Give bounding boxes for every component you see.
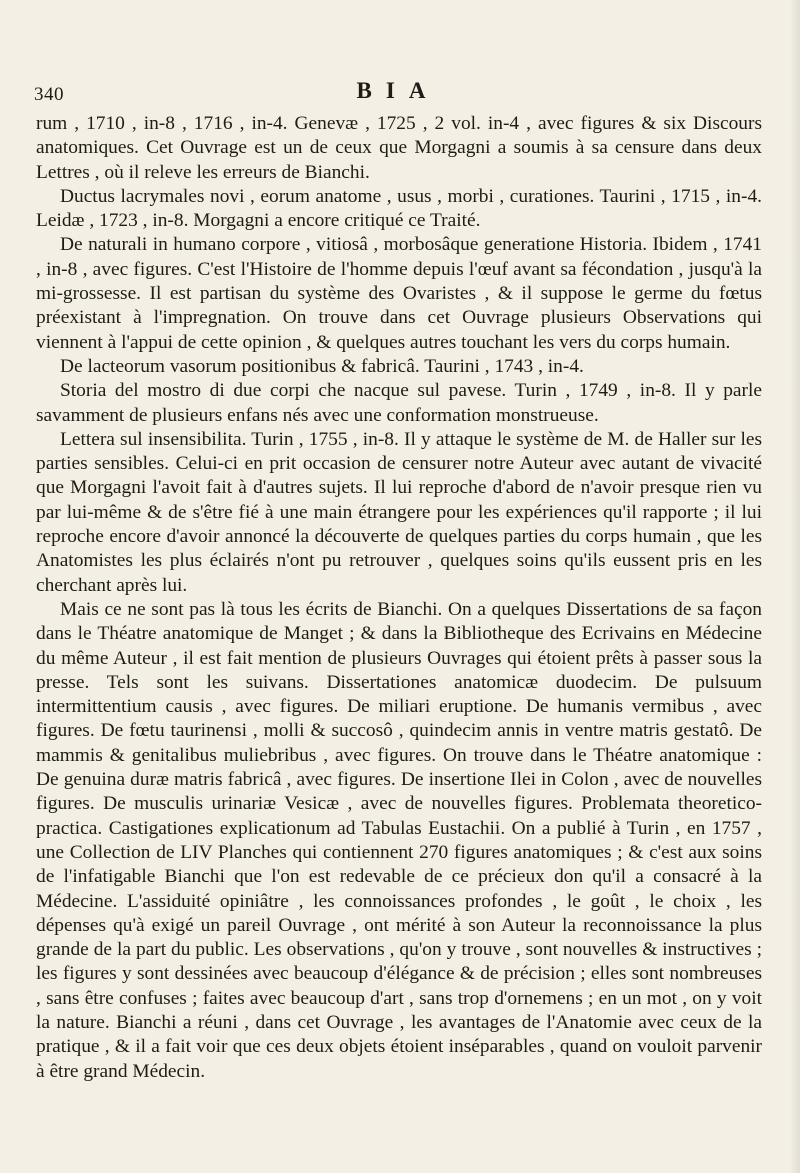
paragraph-6: Lettera sul insensibilita. Turin , 1755 , in-8. Il y attaque le système de M. de Haller sur les parties sensibles. Celui-ci en prit occasion de censurer notre Auteur avec autant de vivacité que Morgagni l'avoit fait à d'autres sujets. Il lui reproche d'abord de n'avoir presque rien vu par lui-même & de s'être fié à une main étrangere pour les expériences qu'il rapporte ; il lui reproche encore d'avoir annoncé la découverte de quelques parties du corps humain , que les Anatomistes les plus éclairés n'ont pu retrouver , quelques soins qu'ils eussent pris en les cherchant après lui. [36,428,762,596]
page-number: 340 [34,84,64,105]
paragraph-4: De lacteorum vasorum positionibus & fabricâ. Taurini , 1743 , in-4. [60,355,584,377]
page-edge-shade [790,0,800,1173]
paragraph-3: De naturali in humano corpore , vitiosâ , morbosâque generatione Historia. Ibidem , 1741 , in-8 , avec figures. C'est l'Histoire de l'homme depuis l'œuf avant sa fécondation , jusqu'à la mi-grossesse. Il est partisan du système des Ovaristes , & il suppose le germe du fœtus préexistant à l'impregnation. On trouve dans cet Ouvrage plusieurs Observations qui viennent à l'appui de cette opinion , & quelques autres touchant les vers du corps humain. [36,234,762,353]
paragraph-5: Storia del mostro di due corpi che nacque sul pavese. Turin , 1749 , in-8. Il y parle savamment de plusieurs enfans nés avec une conformation monstrueuse. [36,380,762,426]
running-head: BIA [356,78,440,103]
body-text [36,112,762,1084]
paragraph-1: rum , 1710 , in-8 , 1716 , in-4. Genevæ , 1725 , 2 vol. in-4 , avec figures & six Discours anatomiques. Cet Ouvrage est un de ceux que Morgagni a soumis à sa censure dans deux Lettres , où il releve les erreurs de Bianchi. [36,113,762,183]
paragraph-7: Mais ce ne sont pas là tous les écrits de Bianchi. On a quelques Dissertations de sa façon dans le Théatre anatomique de Manget ; & dans la Bibliotheque des Ecrivains en Médecine du même Auteur , il est fait mention de plusieurs Ouvrages qui étoient prêts à passer sous la presse. Tels sont les suivans. Dissertationes anatomicæ duodecim. De pulsuum intermittentium causis , avec figures. De miliari eruptione. De humanis vermibus , avec figures. De fœtu taurinensi , molli & succosô , quindecim annis in ventre matris gestatô. De mammis & genitalibus muliebribus , avec figures. On trouve dans le Théatre anatomique : De genuina duræ matris fabricâ , avec figures. De insertione Ilei in Colon , avec de nouvelles figures. De musculis urinariæ Vesicæ , avec de nouvelles figures. Problemata theoretico-practica. Castigationes explicationum ad Tabulas Eustachii. On a publié à Turin , en 1757 , une Collection de LIV Planches qui contiennent 270 figures anatomiques ; & c'est aux soins de l'infatigable Bianchi que l'on est redevable de ce précieux don qu'il a consacré à la Médecine. L'assiduité opiniâtre , les connoissances profondes , le goût , le choix , les dépenses qu'à exigé un pareil Ouvrage , ont mérité à son Auteur la reconnoissance la plus grande de la part du public. Les observations , qu'on y trouve , sont nouvelles & instructives ; les figures y sont dessinées avec beaucoup d'élégance & de précision ; elles sont nombreuses , sans être confuses ; faites avec beaucoup d'art , sans trop d'ornemens ; en un mot , on y voit la nature. Bianchi a réuni , dans cet Ouvrage , les avantages de l'Anatomie avec ceux de la pratique , & il a fait voir que ces deux objets étoient inséparables , quand on vouloit parvenir à être grand Médecin. [36,598,762,1082]
page-header [34,78,762,108]
paragraph-2: Ductus lacrymales novi , eorum anatome , usus , morbi , curationes. Taurini , 1715 , in-4. Leidæ , 1723 , in-8. Morgagni a encore critiqué ce Traité. [36,185,762,232]
